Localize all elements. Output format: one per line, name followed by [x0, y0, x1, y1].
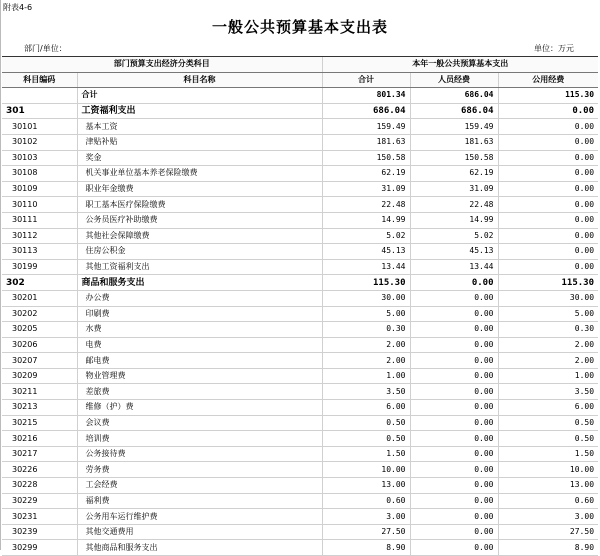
row-personnel: 0.00	[410, 275, 498, 291]
table-row	[2, 415, 598, 431]
row-personnel: 181.63	[410, 134, 498, 150]
row-code: 30103	[2, 150, 77, 166]
row-personnel: 45.13	[410, 244, 498, 260]
row-personnel: 0.00	[410, 368, 498, 384]
row-total: 0.60	[322, 493, 410, 509]
row-total: 6.00	[322, 400, 410, 416]
table-row	[2, 306, 598, 322]
row-code: 30202	[2, 306, 77, 322]
row-personnel: 0.00	[410, 353, 498, 369]
header-public: 公用经费	[498, 72, 598, 88]
table-row	[2, 353, 598, 369]
row-total: 1.50	[322, 446, 410, 462]
row-total: 0.50	[322, 415, 410, 431]
row-public: 30.00	[498, 290, 598, 306]
table-row	[2, 259, 598, 275]
row-personnel: 62.19	[410, 166, 498, 182]
header-name: 科目名称	[77, 72, 322, 88]
row-total: 115.30	[322, 275, 410, 291]
row-personnel: 0.00	[410, 540, 498, 556]
row-name: 公务用车运行维护费	[77, 509, 322, 525]
row-name: 福利费	[77, 493, 322, 509]
row-name: 住房公积金	[77, 244, 322, 260]
row-code: 30299	[2, 540, 77, 556]
row-name: 印刷费	[77, 306, 322, 322]
row-personnel: 0.00	[410, 446, 498, 462]
row-public: 13.00	[498, 478, 598, 494]
row-code: 30110	[2, 197, 77, 213]
row-code: 30108	[2, 166, 77, 182]
header-economic-classification: 部门预算支出经济分类科目	[2, 57, 322, 73]
row-public: 1.00	[498, 368, 598, 384]
row-name: 差旅费	[77, 384, 322, 400]
row-personnel: 0.00	[410, 509, 498, 525]
row-code: 30226	[2, 462, 77, 478]
row-code: 302	[2, 275, 77, 291]
table-row	[2, 228, 598, 244]
row-personnel: 0.00	[410, 337, 498, 353]
row-total: 13.00	[322, 478, 410, 494]
row-code: 30211	[2, 384, 77, 400]
row-code: 30231	[2, 509, 77, 525]
row-name: 办公费	[77, 290, 322, 306]
row-name: 培训费	[77, 431, 322, 447]
row-total: 0.30	[322, 322, 410, 338]
table-row	[2, 134, 598, 150]
row-code: 30239	[2, 524, 77, 540]
table-row	[2, 181, 598, 197]
left-edge-rule	[0, 0, 1, 550]
row-personnel: 0.00	[410, 290, 498, 306]
row-total: 2.00	[322, 337, 410, 353]
row-public: 0.60	[498, 493, 598, 509]
table-row	[2, 462, 598, 478]
row-name: 劳务费	[77, 462, 322, 478]
header-total: 合计	[322, 72, 410, 88]
row-name: 奖金	[77, 150, 322, 166]
row-personnel: 5.02	[410, 228, 498, 244]
row-name: 水费	[77, 322, 322, 338]
row-public: 0.00	[498, 166, 598, 182]
row-public: 0.00	[498, 181, 598, 197]
row-public: 0.50	[498, 415, 598, 431]
row-personnel: 14.99	[410, 212, 498, 228]
row-name: 公务接待费	[77, 446, 322, 462]
row-public: 5.00	[498, 306, 598, 322]
row-code: 301	[2, 103, 77, 119]
row-code: 30199	[2, 259, 77, 275]
row-name: 其他交通费用	[77, 524, 322, 540]
row-name: 电费	[77, 337, 322, 353]
row-total: 13.44	[322, 259, 410, 275]
total-label: 合计	[77, 88, 322, 104]
row-code: 30207	[2, 353, 77, 369]
row-name: 其他社会保障缴费	[77, 228, 322, 244]
table-row	[2, 197, 598, 213]
total-amount: 801.34	[322, 88, 410, 104]
row-public: 6.00	[498, 400, 598, 416]
row-public: 115.30	[498, 275, 598, 291]
table-row	[2, 446, 598, 462]
row-personnel: 13.44	[410, 259, 498, 275]
unit-label: 单位：万元	[534, 44, 574, 53]
row-total: 5.02	[322, 228, 410, 244]
row-total: 30.00	[322, 290, 410, 306]
row-code: 30102	[2, 134, 77, 150]
row-public: 0.00	[498, 103, 598, 119]
row-name: 公务员医疗补助缴费	[77, 212, 322, 228]
row-name: 其他商品和服务支出	[77, 540, 322, 556]
row-code: 30206	[2, 337, 77, 353]
row-public: 0.00	[498, 244, 598, 260]
row-personnel: 0.00	[410, 322, 498, 338]
row-total: 22.48	[322, 197, 410, 213]
row-code: 30201	[2, 290, 77, 306]
row-public: 3.00	[498, 509, 598, 525]
table-row	[2, 275, 598, 291]
table-row	[2, 212, 598, 228]
row-total: 27.50	[322, 524, 410, 540]
table-row	[2, 493, 598, 509]
row-public: 0.30	[498, 322, 598, 338]
row-total: 5.00	[322, 306, 410, 322]
row-name: 商品和服务支出	[77, 275, 322, 291]
row-personnel: 0.00	[410, 306, 498, 322]
row-personnel: 0.00	[410, 493, 498, 509]
row-personnel: 686.04	[410, 103, 498, 119]
row-code: 30109	[2, 181, 77, 197]
row-personnel: 31.09	[410, 181, 498, 197]
table-row	[2, 384, 598, 400]
row-total: 3.00	[322, 509, 410, 525]
row-code: 30209	[2, 368, 77, 384]
row-code: 30113	[2, 244, 77, 260]
row-personnel: 159.49	[410, 119, 498, 135]
table-row	[2, 322, 598, 338]
total-personnel: 686.04	[410, 88, 498, 104]
table-row	[2, 244, 598, 260]
row-public: 3.50	[498, 384, 598, 400]
total-public: 115.30	[498, 88, 598, 104]
header-code: 科目编码	[2, 72, 77, 88]
attachment-number: 附表4-6	[3, 3, 33, 12]
row-public: 8.90	[498, 540, 598, 556]
row-total: 1.00	[322, 368, 410, 384]
header-column-row	[2, 72, 598, 88]
row-code: 30112	[2, 228, 77, 244]
row-code: 30215	[2, 415, 77, 431]
table-row	[2, 478, 598, 494]
table-row	[2, 166, 598, 182]
row-code: 30229	[2, 493, 77, 509]
row-personnel: 0.00	[410, 524, 498, 540]
row-total: 10.00	[322, 462, 410, 478]
row-public: 2.00	[498, 353, 598, 369]
row-name: 工会经费	[77, 478, 322, 494]
row-code: 30216	[2, 431, 77, 447]
row-public: 2.00	[498, 337, 598, 353]
row-public: 0.00	[498, 197, 598, 213]
row-personnel: 150.58	[410, 150, 498, 166]
table-row	[2, 524, 598, 540]
table-row	[2, 368, 598, 384]
table-row	[2, 290, 598, 306]
row-public: 0.50	[498, 431, 598, 447]
row-total: 31.09	[322, 181, 410, 197]
row-total: 159.49	[322, 119, 410, 135]
row-public: 10.00	[498, 462, 598, 478]
row-total: 686.04	[322, 103, 410, 119]
row-name: 工资福利支出	[77, 103, 322, 119]
table-row	[2, 431, 598, 447]
row-name: 职工基本医疗保险缴费	[77, 197, 322, 213]
table-row	[2, 540, 598, 556]
row-total: 0.50	[322, 431, 410, 447]
total-code-cell	[2, 88, 77, 104]
row-personnel: 0.00	[410, 462, 498, 478]
budget-table	[2, 56, 598, 556]
row-name: 津贴补贴	[77, 134, 322, 150]
table-row	[2, 119, 598, 135]
header-basic-expenditure: 本年一般公共预算基本支出	[322, 57, 598, 73]
total-row	[2, 88, 598, 104]
page-title: 一般公共预算基本支出表	[211, 18, 388, 36]
row-name: 基本工资	[77, 119, 322, 135]
table-row	[2, 400, 598, 416]
row-total: 2.00	[322, 353, 410, 369]
row-personnel: 0.00	[410, 431, 498, 447]
row-public: 0.00	[498, 259, 598, 275]
row-total: 181.63	[322, 134, 410, 150]
row-code: 30205	[2, 322, 77, 338]
row-code: 30111	[2, 212, 77, 228]
row-public: 0.00	[498, 228, 598, 244]
row-public: 27.50	[498, 524, 598, 540]
row-total: 62.19	[322, 166, 410, 182]
row-code: 30213	[2, 400, 77, 416]
row-public: 0.00	[498, 150, 598, 166]
row-public: 0.00	[498, 212, 598, 228]
row-total: 150.58	[322, 150, 410, 166]
row-total: 8.90	[322, 540, 410, 556]
row-personnel: 0.00	[410, 384, 498, 400]
row-total: 45.13	[322, 244, 410, 260]
row-personnel: 0.00	[410, 400, 498, 416]
row-code: 30101	[2, 119, 77, 135]
row-name: 物业管理费	[77, 368, 322, 384]
table-row	[2, 103, 598, 119]
row-public: 1.50	[498, 446, 598, 462]
row-name: 职业年金缴费	[77, 181, 322, 197]
header-group-row	[2, 57, 598, 73]
row-public: 0.00	[498, 119, 598, 135]
row-public: 0.00	[498, 134, 598, 150]
table-row	[2, 150, 598, 166]
row-total: 14.99	[322, 212, 410, 228]
row-name: 邮电费	[77, 353, 322, 369]
row-code: 30217	[2, 446, 77, 462]
row-personnel: 22.48	[410, 197, 498, 213]
header-personnel: 人员经费	[410, 72, 498, 88]
row-name: 维修（护）费	[77, 400, 322, 416]
table-row	[2, 337, 598, 353]
row-personnel: 0.00	[410, 415, 498, 431]
row-code: 30228	[2, 478, 77, 494]
row-total: 3.50	[322, 384, 410, 400]
table-row	[2, 509, 598, 525]
row-name: 会议费	[77, 415, 322, 431]
row-personnel: 0.00	[410, 478, 498, 494]
row-name: 其他工资福利支出	[77, 259, 322, 275]
department-label: 部门/单位：	[24, 44, 67, 53]
row-name: 机关事业单位基本养老保险缴费	[77, 166, 322, 182]
